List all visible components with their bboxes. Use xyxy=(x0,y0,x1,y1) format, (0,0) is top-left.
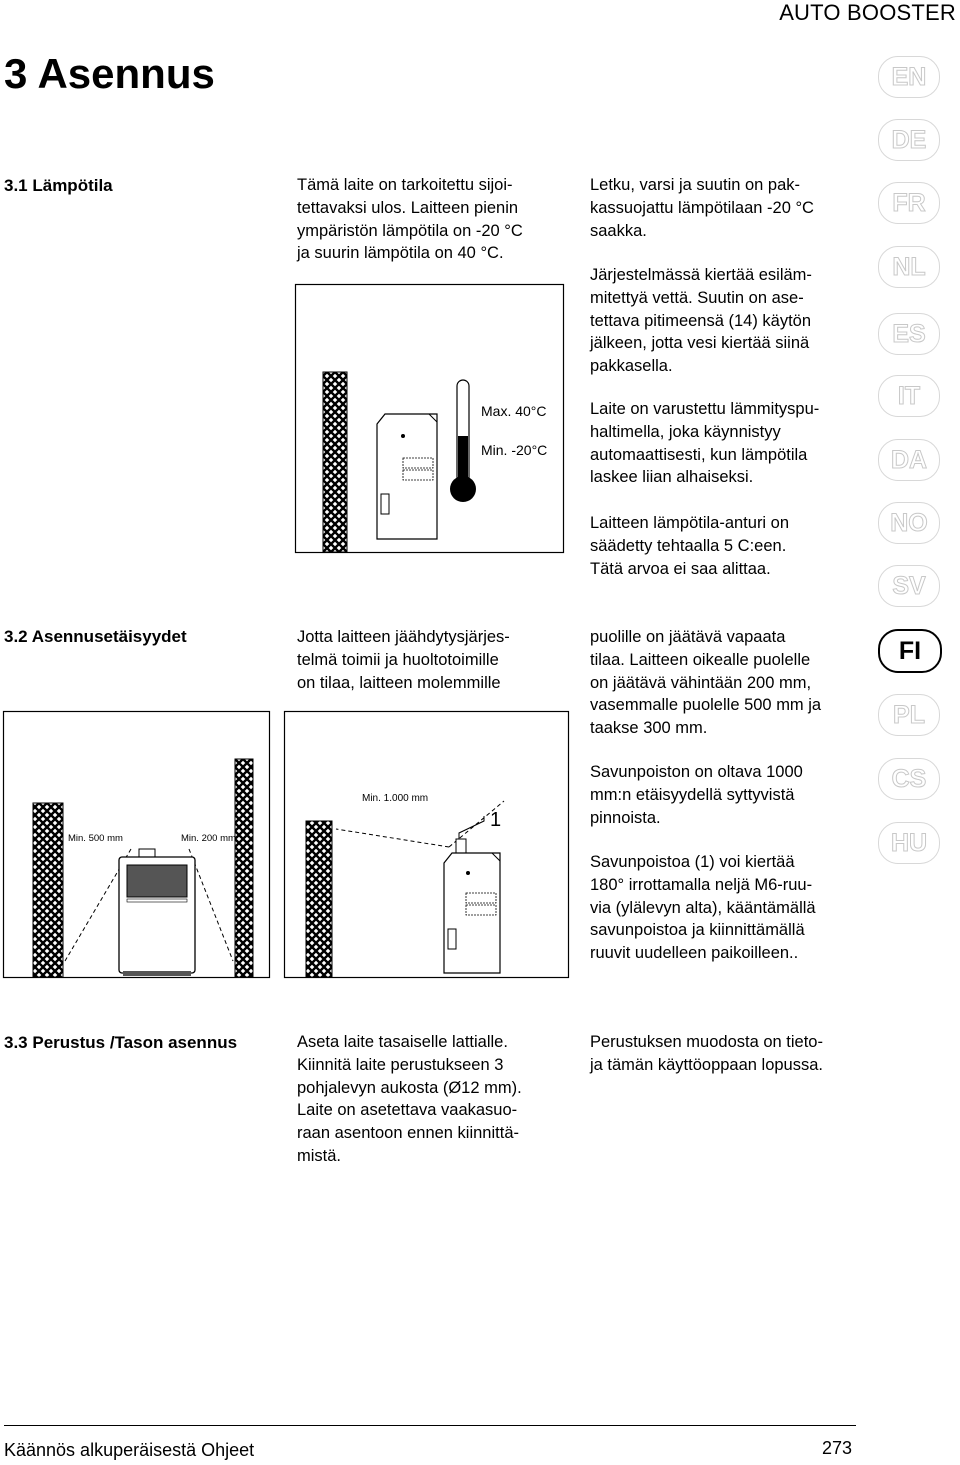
temperature-diagram xyxy=(295,284,565,554)
left-clearance-label: Min. 500 mm xyxy=(68,833,123,844)
lang-tab-no[interactable]: NO xyxy=(878,502,940,544)
flue-rotation-text: Savunpoistoa (1) voi kiertää 180° irrottamalla neljä M6-ruu- via (ylälevyn alta), kääntämällä savunpoistoa ja kiinnittämällä ruuvit uudelleen paikoilleen.. xyxy=(590,853,816,963)
flue-callout-number: 1 xyxy=(490,809,502,831)
footer-divider xyxy=(4,1425,856,1426)
lang-tab-pl[interactable]: PL xyxy=(878,694,940,736)
lang-tab-es[interactable]: ES xyxy=(878,313,940,355)
lang-tab-de[interactable]: DE xyxy=(878,119,940,161)
frost-protection-text: Letku, varsi ja suutin on pak- kassuojattu lämpötilaan -20 °C saakka. xyxy=(590,176,814,240)
flue-clearance-label: Min. 1.000 mm xyxy=(362,793,429,804)
header-brand: AUTO BOOSTER xyxy=(779,0,956,25)
lang-tab-da[interactable]: DA xyxy=(878,439,940,481)
booster-unit-side-icon xyxy=(377,414,437,539)
lang-tab-nl[interactable]: NL xyxy=(878,246,940,288)
chapter-title: 3 Asennus xyxy=(4,50,215,97)
lang-tab-it[interactable]: IT xyxy=(878,375,940,417)
booster-unit-flue-icon xyxy=(444,839,500,973)
foundation-reference-text: Perustuksen muodosta on tieto- ja tämän käyttöoppaan lopussa. xyxy=(590,1033,823,1074)
lang-tab-en[interactable]: EN xyxy=(878,56,940,98)
temperature-sensor-text: Laitteen lämpötila-anturi on säädetty tehtaalla 5 C:een. Tätä arvoa ei saa alittaa. xyxy=(590,514,790,578)
lang-tab-fr[interactable]: FR xyxy=(878,182,940,224)
heater-fan-text: Laite on varustettu lämmityspu- haltimella, joka käynnistyy automaattisesti, kun lämpötila laskee liian alhaiseksi. xyxy=(590,400,820,487)
side-clearance-text: puolille on jäätävä vapaata tilaa. Laitteen oikealle puolelle on jäätävä vähintään 200 mm, vasemmalle puolelle 500 mm ja taakse 300 mm. xyxy=(590,628,822,738)
booster-unit-front-icon xyxy=(119,849,195,976)
right-clearance-label: Min. 200 mm xyxy=(181,833,236,844)
clearances-intro-text: Jotta laitteen jäähdytysjärjes- telmä toimii ja huoltotoimille on tilaa, laitteen molemmille xyxy=(297,628,510,692)
footer-translation-note: Käännös alkuperäisestä Ohjeet xyxy=(4,1440,255,1460)
side-clearance-diagram xyxy=(3,711,271,979)
lang-tab-sv[interactable]: SV xyxy=(878,565,940,607)
lang-tab-fi[interactable]: FI xyxy=(878,629,942,673)
lang-tab-hu[interactable]: HU xyxy=(878,822,940,864)
section-heading-foundation: 3.3 Perustus /Tason asennus xyxy=(4,1033,238,1052)
section-heading-clearances: 3.2 Asennusetäisyydet xyxy=(4,627,187,646)
foundation-text: Aseta laite tasaiselle lattialle. Kiinnitä laite perustukseen 3 pohjalevyn aukosta (Ø12 mm). Laite on asetettava vaakasuo- raan asentoon ennen kiinnittä- mistä. xyxy=(297,1033,522,1165)
thermometer-icon xyxy=(450,380,476,502)
lang-tab-cs[interactable]: CS xyxy=(878,758,940,800)
max-temp-label: Max. 40°C xyxy=(481,403,547,419)
flue-distance-text: Savunpoiston on oltava 1000 mm:n etäisyydellä syttyvistä pinnoista. xyxy=(590,763,803,827)
temperature-intro-text: Tämä laite on tarkoitettu sijoi- tettavaksi ulos. Laitteen pienin ympäristön lämpötila on -20 °C ja suurin lämpötila on 40 °C. xyxy=(297,176,523,263)
min-temp-label: Min. -20°C xyxy=(481,442,548,458)
flue-clearance-diagram xyxy=(284,711,570,979)
page-number: 273 xyxy=(822,1438,853,1458)
section-heading-temperature: 3.1 Lämpötila xyxy=(4,176,113,195)
circulation-text: Järjestelmässä kiertää esiläm- mitettyä vettä. Suutin on ase- tettava pitimeensä (14) käytön jälkeen, jotta vesi kiertää siinä pakkasella. xyxy=(590,266,812,376)
